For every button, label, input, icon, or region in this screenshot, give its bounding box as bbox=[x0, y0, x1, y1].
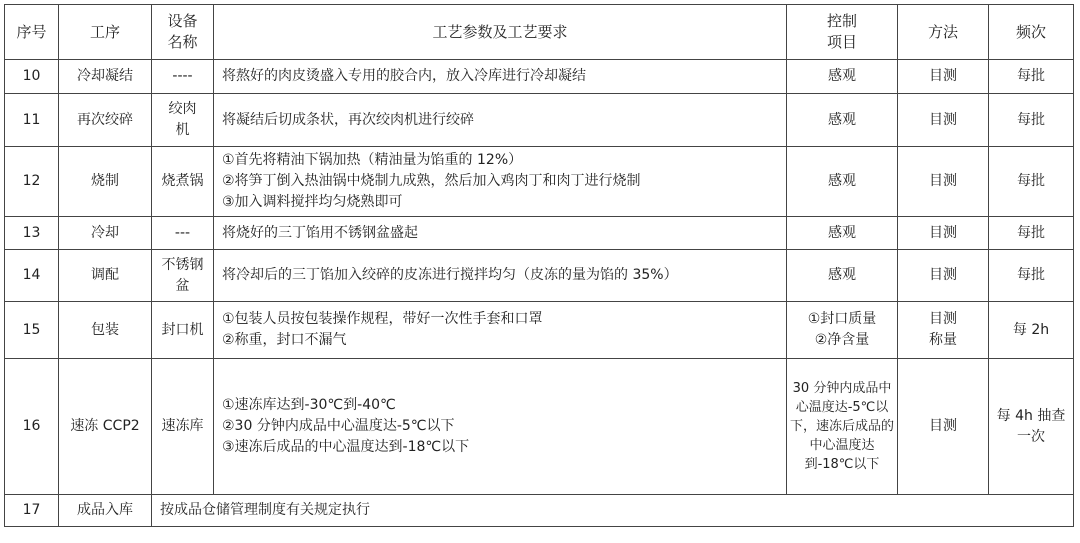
cell-equipment: 封口机 bbox=[152, 302, 214, 359]
cell-method bbox=[898, 250, 989, 302]
cell-equipment: 烧煮锅 bbox=[152, 147, 214, 217]
control-line: ①封口质量 bbox=[807, 311, 877, 327]
cell-no: 10 bbox=[5, 60, 59, 94]
table-row bbox=[5, 147, 1074, 217]
header-equipment-text: 设备名称 bbox=[167, 12, 198, 51]
header-row bbox=[5, 5, 1074, 60]
cell-process: 速冻 CCP2 bbox=[59, 359, 152, 495]
cell-control bbox=[787, 302, 898, 359]
cell-frequency: 每批 bbox=[989, 147, 1074, 217]
cell-no: 11 bbox=[5, 94, 59, 147]
cell-frequency bbox=[989, 359, 1074, 495]
cell-control bbox=[787, 147, 898, 217]
header-no: 序号 bbox=[5, 5, 59, 60]
header-control-text: 控制项目 bbox=[826, 12, 857, 51]
cell-process: 调配 bbox=[59, 250, 152, 302]
cell-frequency: 每批 bbox=[989, 217, 1074, 250]
param-line: ③加入调料搅拌均匀烧熟即可 bbox=[222, 194, 403, 210]
header-process: 工序 bbox=[59, 5, 152, 60]
cell-control bbox=[787, 250, 898, 302]
process-table bbox=[4, 4, 1074, 527]
cell-params bbox=[214, 60, 787, 94]
method-line: 目测 bbox=[929, 267, 957, 283]
cell-process: 成品入库 bbox=[59, 495, 152, 527]
header-control bbox=[787, 5, 898, 60]
method-line: 目测 bbox=[929, 224, 957, 241]
cell-params bbox=[214, 147, 787, 217]
cell-control bbox=[787, 359, 898, 495]
cell-no: 13 bbox=[5, 217, 59, 250]
table-row bbox=[5, 60, 1074, 94]
method-line: 目测 bbox=[929, 68, 957, 84]
cell-params bbox=[214, 94, 787, 147]
control-line: 感观 bbox=[828, 173, 856, 189]
cell-equipment bbox=[152, 250, 214, 302]
method-line: 目测 bbox=[929, 418, 957, 434]
cell-no: 17 bbox=[5, 495, 59, 527]
method-line: 目测 bbox=[929, 311, 957, 327]
param-line: ②30 分钟内成品中心温度达-5℃以下 bbox=[222, 418, 455, 434]
control-line: 感观 bbox=[828, 68, 856, 84]
cell-merged-requirement: 按成品仓储管理制度有关规定执行 bbox=[152, 495, 1074, 527]
header-equipment bbox=[152, 5, 214, 60]
table-row bbox=[5, 302, 1074, 359]
cell-method bbox=[898, 302, 989, 359]
param-line: ①首先将精油下锅加热（精油量为馅重的 12%） bbox=[222, 152, 523, 168]
table-row bbox=[5, 359, 1074, 495]
cell-params bbox=[214, 302, 787, 359]
param-line: 将冷却后的三丁馅加入绞碎的皮冻进行搅拌均匀（皮冻的量为馅的 35%） bbox=[222, 267, 678, 283]
cell-params bbox=[214, 217, 787, 250]
method-line: 称量 bbox=[929, 332, 957, 348]
param-line: ①包装人员按包装操作规程，带好一次性手套和口罩 bbox=[222, 311, 543, 327]
param-line: 将烧好的三丁馅用不锈钢盆盛起 bbox=[222, 224, 418, 241]
method-line: 目测 bbox=[929, 111, 957, 128]
cell-process: 包装 bbox=[59, 302, 152, 359]
table-row bbox=[5, 250, 1074, 302]
cell-no: 12 bbox=[5, 147, 59, 217]
cell-equipment: --- bbox=[152, 217, 214, 250]
cell-no: 15 bbox=[5, 302, 59, 359]
equipment-text: 不锈钢盆 bbox=[161, 256, 204, 294]
cell-frequency: 每批 bbox=[989, 250, 1074, 302]
table-row bbox=[5, 217, 1074, 250]
control-line: 30 分钟内成品中心温度达-5℃以下，速冻后成品的中心温度达到-18℃以下 bbox=[790, 381, 895, 472]
cell-equipment: 速冻库 bbox=[152, 359, 214, 495]
cell-params bbox=[214, 250, 787, 302]
param-line: 将凝结后切成条状，再次绞肉机进行绞碎 bbox=[222, 111, 474, 128]
cell-method bbox=[898, 60, 989, 94]
table-row-last bbox=[5, 495, 1074, 527]
cell-method bbox=[898, 147, 989, 217]
control-line: ②净含量 bbox=[814, 332, 870, 348]
cell-equipment bbox=[152, 94, 214, 147]
cell-frequency: 每批 bbox=[989, 60, 1074, 94]
cell-no: 16 bbox=[5, 359, 59, 495]
param-line: ③速冻后成品的中心温度达到-18℃以下 bbox=[222, 439, 470, 455]
control-line: 感观 bbox=[828, 267, 856, 283]
process-table-wrapper bbox=[4, 4, 1074, 527]
param-line: 将熬好的肉皮烫盛入专用的胶合内，放入冷库进行冷却凝结 bbox=[222, 68, 586, 84]
cell-method bbox=[898, 217, 989, 250]
param-line: ②称重，封口不漏气 bbox=[222, 332, 347, 348]
equipment-text: 绞肉机 bbox=[168, 101, 197, 138]
cell-control bbox=[787, 60, 898, 94]
cell-process: 再次绞碎 bbox=[59, 94, 152, 147]
param-line: ①速冻库达到-30℃到-40℃ bbox=[222, 397, 396, 413]
method-line: 目测 bbox=[929, 173, 957, 189]
cell-process: 烧制 bbox=[59, 147, 152, 217]
cell-process: 冷却凝结 bbox=[59, 60, 152, 94]
header-params: 工艺参数及工艺要求 bbox=[214, 5, 787, 60]
header-method: 方法 bbox=[898, 5, 989, 60]
cell-equipment: ---- bbox=[152, 60, 214, 94]
frequency-text: 每 4h 抽查一次 bbox=[996, 407, 1066, 445]
cell-params bbox=[214, 359, 787, 495]
cell-no: 14 bbox=[5, 250, 59, 302]
control-line: 感观 bbox=[828, 111, 856, 128]
table-row bbox=[5, 94, 1074, 147]
cell-method bbox=[898, 359, 989, 495]
cell-process: 冷却 bbox=[59, 217, 152, 250]
cell-control bbox=[787, 94, 898, 147]
cell-frequency: 每 2h bbox=[989, 302, 1074, 359]
cell-frequency: 每批 bbox=[989, 94, 1074, 147]
control-line: 感观 bbox=[828, 224, 856, 241]
param-line: ②将笋丁倒入热油锅中烧制九成熟，然后加入鸡肉丁和肉丁进行烧制 bbox=[222, 173, 641, 189]
cell-method bbox=[898, 94, 989, 147]
cell-control bbox=[787, 217, 898, 250]
header-frequency: 频次 bbox=[989, 5, 1074, 60]
